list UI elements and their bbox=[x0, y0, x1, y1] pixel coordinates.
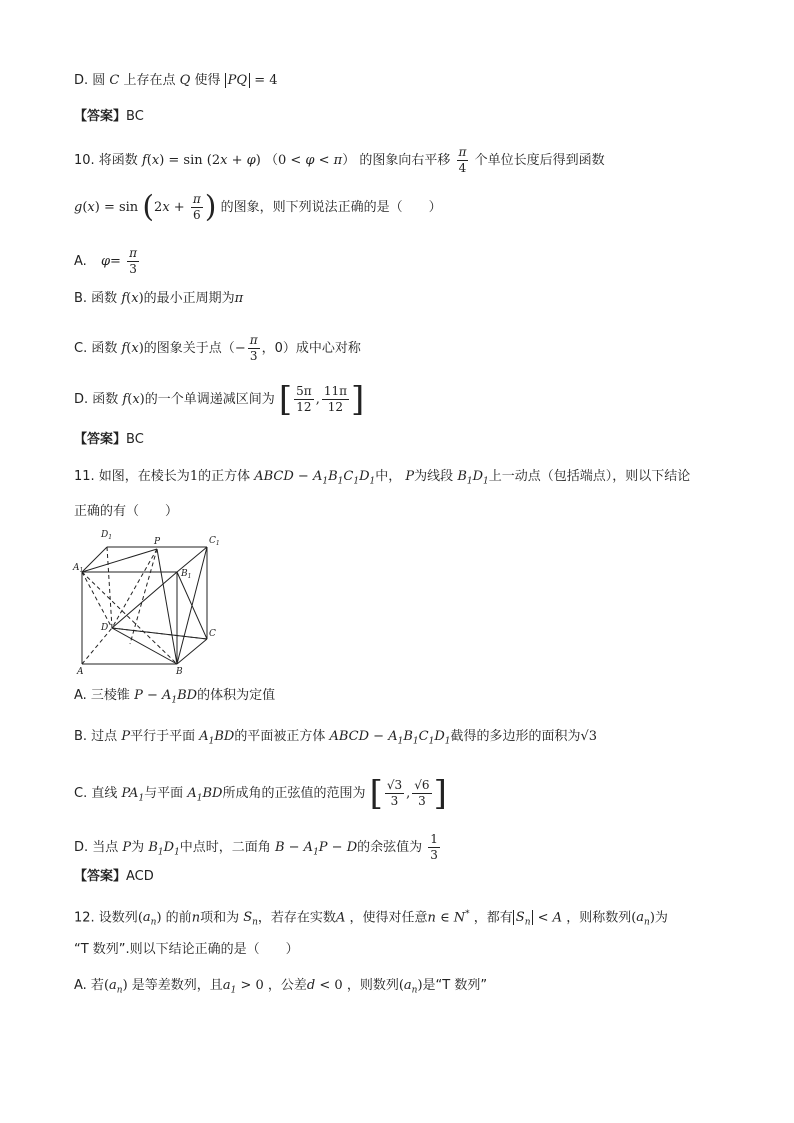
q10-option-a: A. φ= $\frac{\pi}{3}$ bbox=[74, 246, 137, 276]
label-d1: $D_1$ bbox=[101, 530, 113, 541]
q11-option-d: D. 当点 P为 $B_1D_1$中点时，二面角 $B - A_1P - D$的余弦值为 $\frac{1}{3}$ bbox=[74, 832, 438, 862]
q11-stem-line2: 正确的有（ ） bbox=[74, 504, 179, 519]
q10-answer: 【答案】BC bbox=[74, 432, 144, 447]
q11-option-c: C. 直线 $PA_1$与平面 $A_1BD$所成角的正弦值的范围为 [ $\frac{√3}{3}$ , $\frac{√6}{3}$ ] bbox=[74, 773, 447, 814]
q11-stem-line1: 11. 如图，在棱长为1的正方体 ABCD − $A_1B_1C_1D_1$中， P为线段 $B_1D_1$上一动点（包括端点），则以下结论 bbox=[74, 469, 691, 487]
q10-option-b: B. 函数 f(x)的最小正周期为π bbox=[74, 291, 244, 306]
cube-figure bbox=[70, 524, 230, 676]
q12-stem-line2: “T 数列”.则以下结论正确的是（ ） bbox=[74, 942, 299, 957]
label-d: D bbox=[101, 623, 109, 633]
q10-stem-line1: 10. 将函数 f(x) = sin (2x + φ) （0 < φ < π） 的图象向右平移 $\frac{\pi}{4}$ 个单位长度后得到函数 bbox=[74, 145, 605, 175]
q11-option-a: A. 三棱锥 $P - A_1BD$的体积为定值 bbox=[74, 688, 276, 706]
label-a: A bbox=[77, 667, 84, 676]
label-a1: $A_1$ bbox=[73, 563, 84, 574]
q10-shift-fraction: $\frac{\pi}{4}$ bbox=[458, 145, 467, 175]
q11-answer: 【答案】ACD bbox=[74, 869, 154, 884]
q11-option-b: B. 过点 P平行于平面 $A_1BD$的平面被正方体 ABCD − $A_1B_1C_1D_1$截得的多边形的面积为√3 bbox=[74, 729, 598, 747]
label-p: P bbox=[154, 537, 161, 547]
label-c1: $C_1$ bbox=[209, 536, 220, 547]
q10-option-c: C. 函数 f(x)的图象关于点（− $\frac{\pi}{3}$ ，0）成中心对称 bbox=[74, 333, 361, 363]
q9-answer: 【答案】BC bbox=[74, 109, 144, 124]
label-b: B bbox=[176, 667, 183, 676]
label-c: C bbox=[209, 629, 216, 639]
q12-option-a: A. 若$(a_n)$ 是等差数列，且$a_1 > 0$ ，公差d < 0 ，则数列$(a_n)$是“T 数列” bbox=[74, 978, 488, 996]
q9-option-d: D. 圆 C 上存在点 Q 使得 PQ = 4 bbox=[74, 73, 278, 88]
q10-stem-line2: g(x) = sin (2x + $\frac{\pi}{6}$ ) 的图象，则下列说法正确的是（ ） bbox=[74, 189, 442, 225]
q12-stem-line1: 12. 设数列$(a_n)$ 的前n项和为 $S_n$，若存在实数A ，使得对任意n ∈ N* ，都有 $S_n < A$ ，则称数列$(a_n)$为 bbox=[74, 909, 668, 928]
q10-option-d: D. 函数 f(x)的一个单调递减区间为 [ $\frac{5\pi}{12}$ , $\frac{11\pi}{12}$ ] bbox=[74, 379, 365, 420]
label-b1: $B_1$ bbox=[181, 569, 192, 580]
